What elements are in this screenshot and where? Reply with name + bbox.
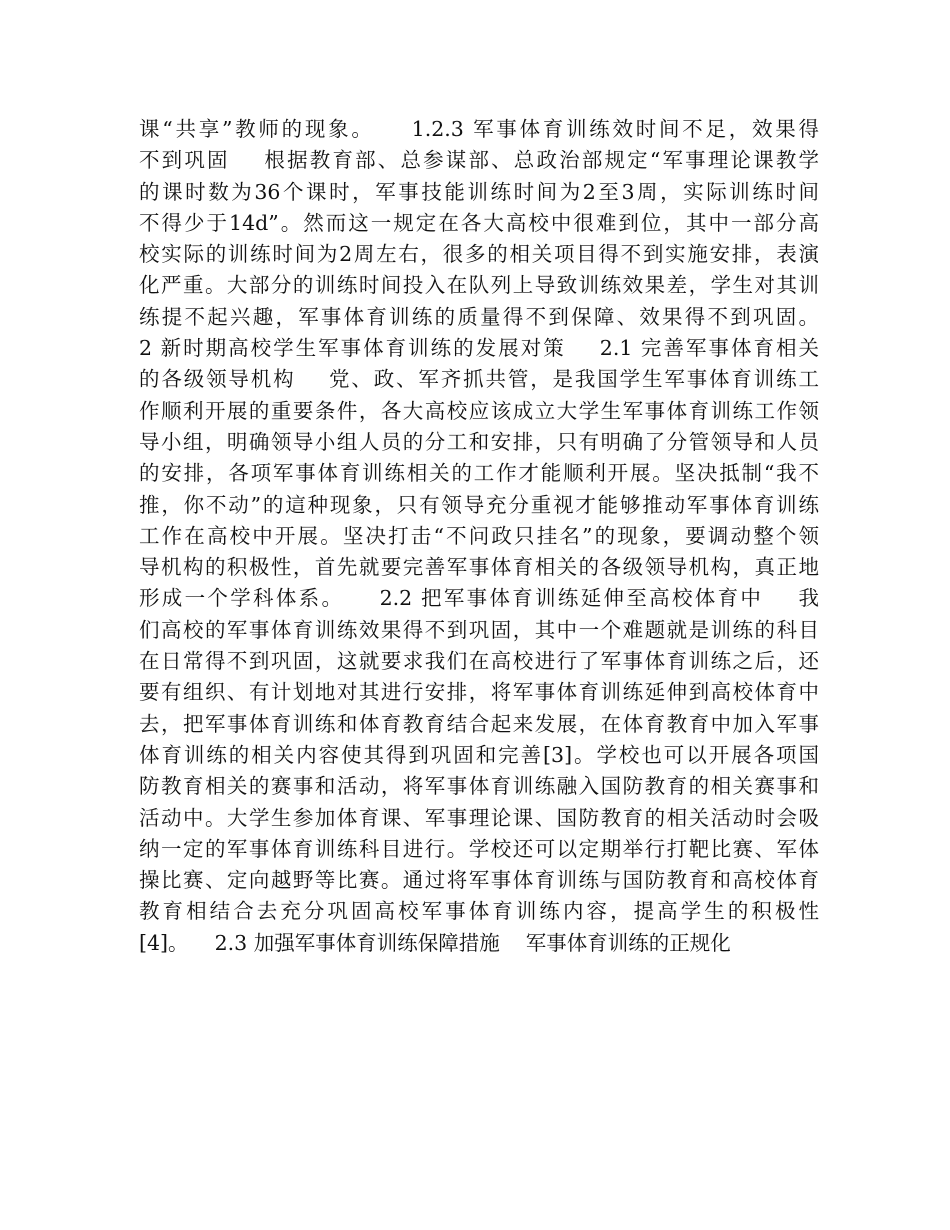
text-line: 校实际的训练时间为2周左右，很多的相关项目得不到实施安排，表演 <box>139 242 819 267</box>
text-line: 活动中。大学生参加体育课、军事理论课、国防教育的相关活动时会吸 <box>139 805 819 830</box>
text-line: 们高校的军事体育训练效果得不到巩固，其中一个难题就是训练的科目 <box>139 617 819 642</box>
body-text <box>139 114 819 959</box>
text-line: 体育训练的相关内容使其得到巩固和完善[3]。学校也可以开展各项国 <box>139 742 819 767</box>
text-line: 防教育相关的赛事和活动，将军事体育训练融入国防教育的相关赛事和 <box>139 774 819 799</box>
text-line: 导机构的积极性，首先就要完善军事体育相关的各级领导机构，真正地 <box>139 555 819 580</box>
text-line: [4]。 2.3 加强军事体育训练保障措施 军事体育训练的正规化 <box>139 930 731 955</box>
text-line: 教育相结合去充分巩固高校军事体育训练内容，提高学生的积极性 <box>139 899 819 924</box>
text-line: 化严重。大部分的训练时间投入在队列上导致训练效果差，学生对其训 <box>139 273 819 298</box>
text-line: 作顺利开展的重要条件，各大高校应该成立大学生军事体育训练工作领 <box>139 398 819 423</box>
text-line: 要有组织、有计划地对其进行安排，将军事体育训练延伸到高校体育中 <box>139 680 819 705</box>
text-line: 的课时数为36个课时，军事技能训练时间为2至3周，实际训练时间 <box>139 179 819 204</box>
text-line: 的各级领导机构 党、政、军齐抓共管，是我国学生军事体育训练工 <box>139 367 819 392</box>
text-line: 操比赛、定向越野等比赛。通过将军事体育训练与国防教育和高校体育 <box>139 868 819 893</box>
text-line: 练提不起兴趣，军事体育训练的质量得不到保障、效果得不到巩固。 <box>139 304 819 329</box>
text-line: 工作在高校中开展。坚决打击“不问政只挂名”的现象，要调动整个领 <box>139 523 819 548</box>
text-line: 推，你不动”的這种现象，只有领导充分重视才能够推动军事体育训练 <box>139 492 819 517</box>
text-line: 的安排，各项军事体育训练相关的工作才能顺利开展。坚决抵制“我不 <box>139 461 819 486</box>
text-line: 纳一定的军事体育训练科目进行。学校还可以定期举行打靶比赛、军体 <box>139 836 819 861</box>
text-line: 形成一个学科体系。 2.2 把军事体育训练延伸至高校体育中 我 <box>139 586 819 611</box>
text-line: 课“共享”教师的现象。 1.2.3 军事体育训练效时间不足，效果得 <box>139 117 819 141</box>
text-line: 2 新时期高校学生军事体育训练的发展对策 2.1 完善军事体育相关 <box>139 336 819 361</box>
text-line: 导小组，明确领导小组人员的分工和安排，只有明确了分管领导和人员 <box>139 429 819 454</box>
text-line: 不到巩固 根据教育部、总参谋部、总政治部规定“军事理论课教学 <box>139 148 819 173</box>
text-line: 不得少于14d”。然而这一规定在各大高校中很难到位，其中一部分高 <box>139 210 819 235</box>
text-line: 在日常得不到巩固，这就要求我们在高校进行了军事体育训练之后，还 <box>139 649 819 674</box>
text-line: 去，把军事体育训练和体育教育结合起来发展，在体育教育中加入军事 <box>139 711 819 736</box>
